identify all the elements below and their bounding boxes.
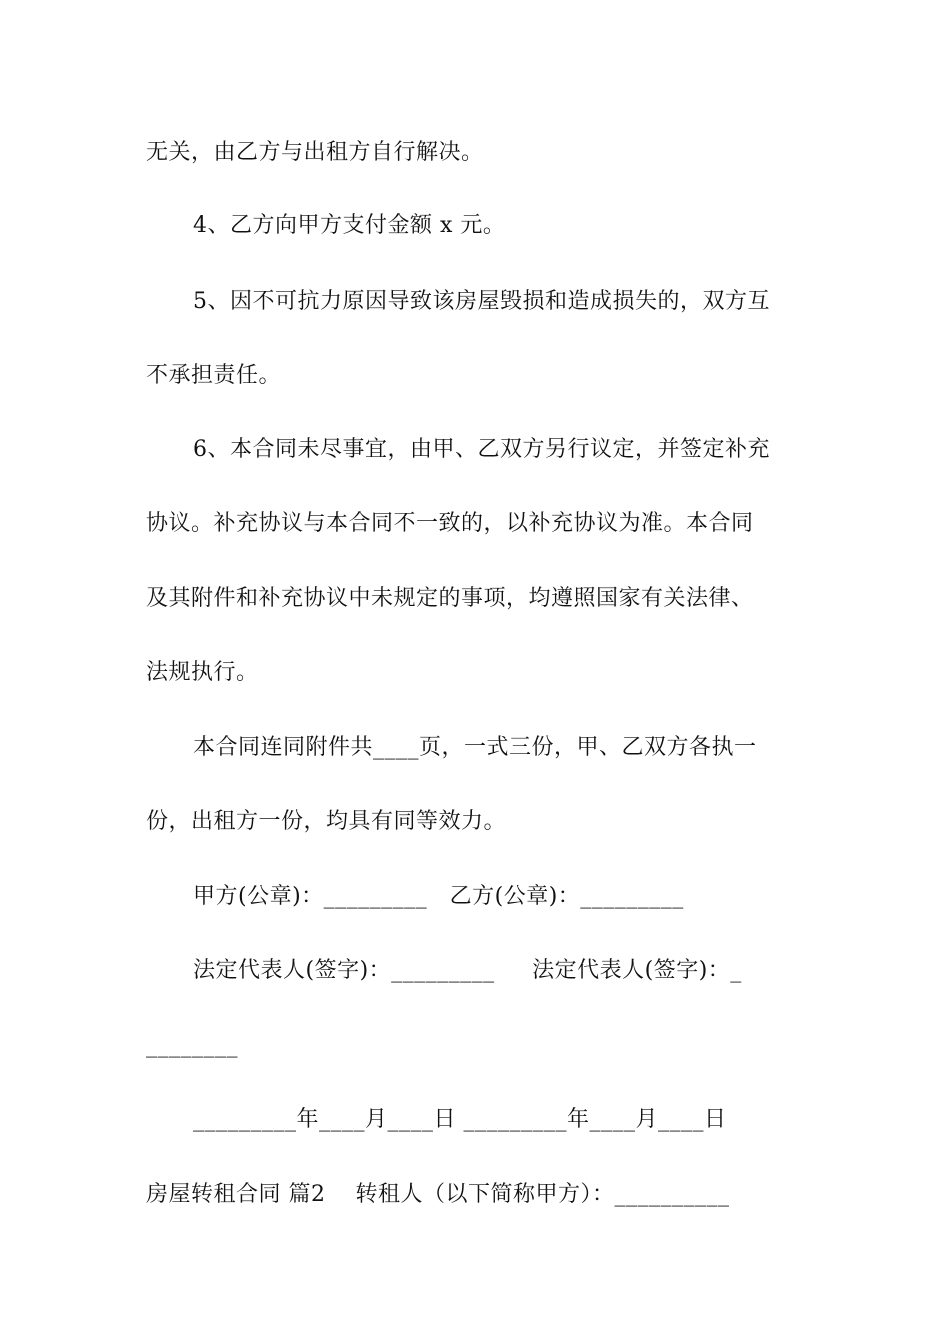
text-line-3: 5、因不可抗力原因导致该房屋毁损和造成损失的，双方互 xyxy=(193,289,770,314)
text-line-2: 4、乙方向甲方支付金额 x 元。 xyxy=(193,213,506,238)
text-line-8: 法规执行。 xyxy=(146,660,259,685)
text-line-6: 协议。补充协议与本合同不一致的，以补充协议为准。本合同 xyxy=(146,511,754,536)
text-line-7: 及其附件和补充协议中未规定的事项，均遵照国家有关法律、 xyxy=(146,586,754,611)
section-heading-line: 房屋转租合同 篇2 转租人（以下简称甲方）：__________ xyxy=(146,1182,730,1207)
signature-line-legal-representative: 法定代表人(签字)：_________ 法定代表人(签字)：_ xyxy=(193,958,742,983)
signature-line-company-seal: 甲方(公章)：_________ 乙方(公章)：_________ xyxy=(193,884,684,909)
text-line-1: 无关，由乙方与出租方自行解决。 xyxy=(146,140,484,165)
text-line-9: 本合同连同附件共____页，一式三份，甲、乙双方各执一 xyxy=(193,735,757,760)
text-line-4: 不承担责任。 xyxy=(146,363,282,388)
text-line-5: 6、本合同未尽事宜，由甲、乙双方另行议定，并签定补充 xyxy=(193,437,770,462)
signature-line-continuation: ________ xyxy=(146,1033,238,1058)
date-line: _________年____月____日 _________年____月____日 xyxy=(193,1107,727,1132)
text-line-10: 份，出租方一份，均具有同等效力。 xyxy=(146,809,507,834)
